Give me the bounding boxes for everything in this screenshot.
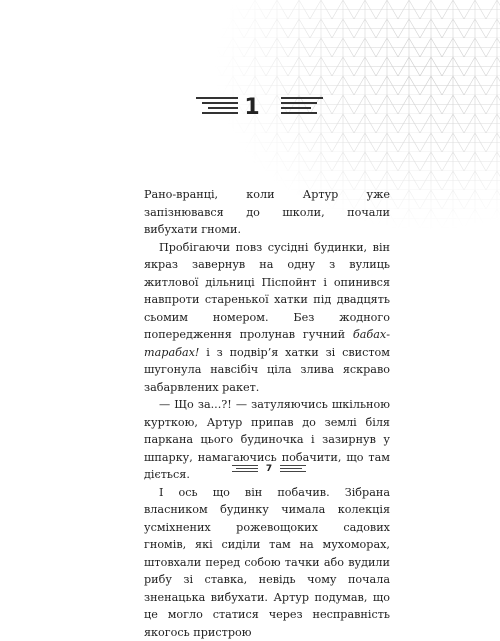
paragraph: Пробігаючи повз сусідні будинки, він якраз завернув на одну з вулиць житлової дільниці Піспойнт і опинився навпроти старенької хатки під двадцять сьомим номером. Без жодного попередження пролунав гучний бабах-тарабах! і з подвір’я хатки зі свистом шугонула навсібіч ціла злива яскраво забарвлених ракет. [144,239,390,397]
page-footer [0,462,500,476]
chapter-heading [0,93,500,123]
paragraph: Рано-вранці, коли Артур уже запізнювався до школи, почали вибухати гноми. [144,186,390,239]
footer-lines-left [232,465,258,474]
onomatopoeia-italic: бабах-тарабах! [144,328,390,359]
footer-lines-right [280,465,306,474]
page-number: 7 [262,462,276,476]
chapter-number: 1 [240,93,264,123]
paragraph: — Що за...?! — затуляючись шкільною курткою, Артур припав до землі біля паркана цього будиночка і зазирнув у шпарку, намагаючись побачити, що там діється. [144,396,390,484]
paragraph: І ось що він побачив. Зібрана власником будинку чимала колекція усміхнених рожевощоких садових гномів, які сиділи там на мухоморах, штовхали перед собою тачки або вудили рибу зі ставка, невідь чому почала зненацька вибухати. Артур подумав, що це могло статися через несправність якогось пристрою [144,484,390,641]
body-text [144,186,390,641]
chapter-heading-lines-left [196,97,238,117]
chapter-heading-lines-right [281,97,323,117]
